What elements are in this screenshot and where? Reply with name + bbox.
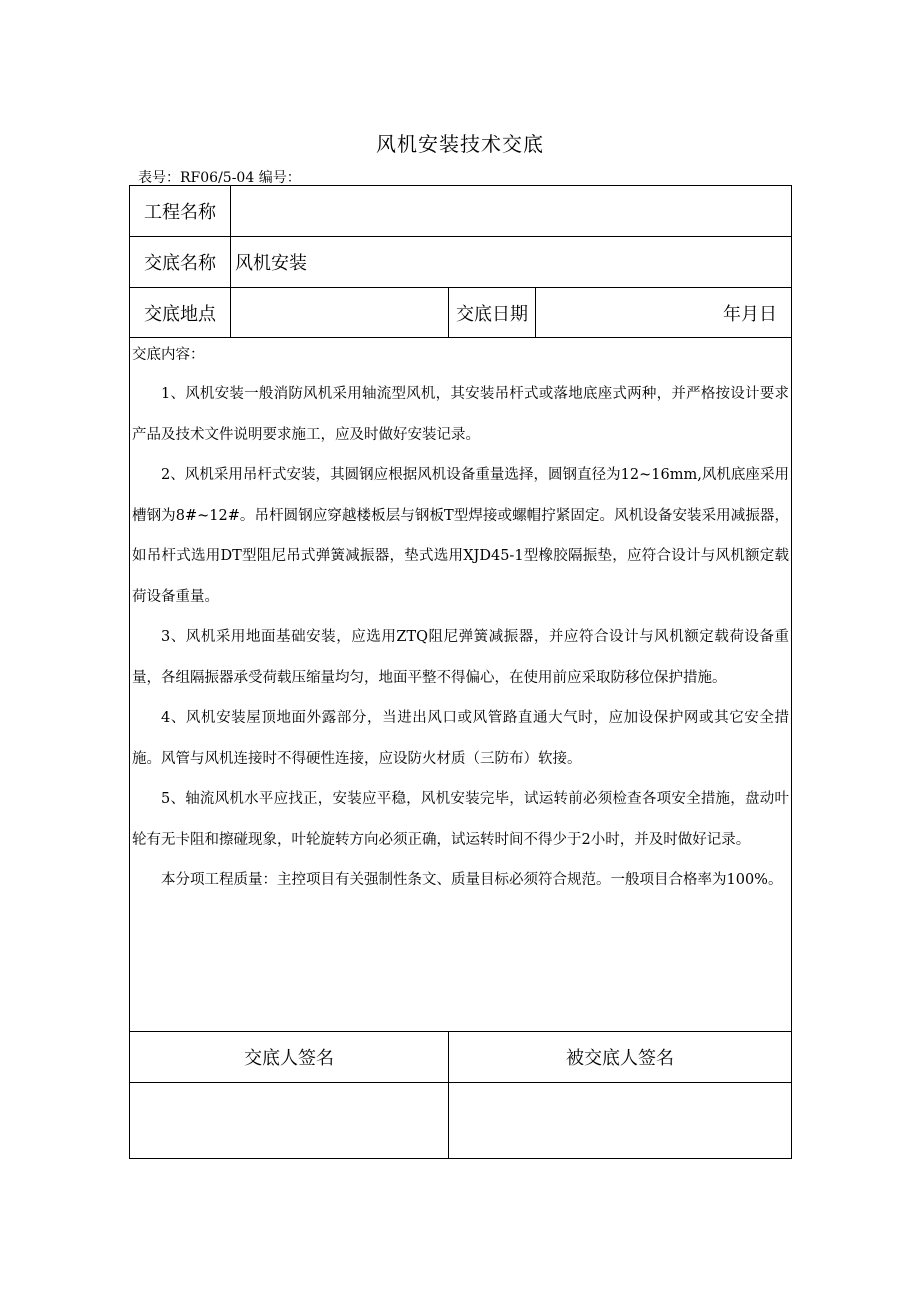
date-field[interactable]: 年月日	[536, 288, 792, 338]
content-heading: 交底内容：	[132, 347, 205, 363]
content-row	[130, 338, 792, 1032]
receiver-signature-field[interactable]	[449, 1083, 792, 1159]
content-paragraph-3: 3、风机采用地面基础安装，应选用ZTQ阻尼弹簧减振器，并应符合设计与风机额定载荷设备重量，各组隔振器承受荷载压缩量均匀，地面平整不得偏心，在使用前应采取防移位保护措施。	[132, 629, 789, 686]
quality-statement: 本分项工程质量：主控项目有关强制性条文、质量目标必须符合规范。一般项目合格率为100%。	[161, 872, 783, 888]
project-name-field[interactable]	[231, 186, 792, 237]
disclosure-name-field[interactable]: 风机安装	[231, 237, 792, 288]
content-paragraph-2: 2、风机采用吊杆式安装，其圆钢应根据风机设备重量选择，圆钢直径为12~16mm,风机底座采用槽钢为8#~12#。吊杆圆钢应穿越楼板层与钢板T型焊接或螺帽拧紧固定。风机设备安装采用减振器，如吊杆式选用DT型阻尼吊式弹簧减振器，垫式选用XJD45-1型橡胶隔振垫，应符合设计与风机额定载荷设备重量。	[132, 467, 789, 605]
disclosure-name-label: 交底名称	[130, 237, 231, 288]
signature-row	[130, 1083, 792, 1159]
location-label: 交底地点	[130, 288, 231, 338]
disclosure-form-table	[129, 185, 792, 1159]
location-date-row	[130, 288, 792, 338]
discloser-signature-label: 交底人签名	[130, 1032, 449, 1083]
content-paragraph-4: 4、风机安装屋顶地面外露部分，当进出风口或风管路直通大气时，应加设保护网或其它安全措施。风管与风机连接时不得硬性连接，应设防火材质（三防布）软接。	[132, 710, 789, 767]
location-field[interactable]	[231, 288, 449, 338]
discloser-signature-field[interactable]	[130, 1083, 449, 1159]
disclosure-name-row	[130, 237, 792, 288]
disclosure-content	[130, 338, 792, 1032]
content-paragraph-1: 1、风机安装一般消防风机采用轴流型风机，其安装吊杆式或落地底座式两种，并严格按设计要求产品及技术文件说明要求施工，应及时做好安装记录。	[132, 386, 789, 443]
receiver-signature-label: 被交底人签名	[449, 1032, 792, 1083]
signature-header-row	[130, 1032, 792, 1083]
project-name-row	[130, 186, 792, 237]
project-name-label: 工程名称	[130, 186, 231, 237]
form-number-line: 表号：RF06/5-04 编号：	[138, 170, 301, 186]
content-paragraph-5: 5、轴流风机水平应找正，安装应平稳，风机安装完毕，试运转前必须检查各项安全措施，盘动叶轮有无卡阻和擦碰现象，叶轮旋转方向必须正确，试运转时间不得少于2小时，并及时做好记录。	[132, 791, 789, 848]
page-title: 风机安装技术交底	[376, 132, 544, 156]
date-label: 交底日期	[449, 288, 536, 338]
